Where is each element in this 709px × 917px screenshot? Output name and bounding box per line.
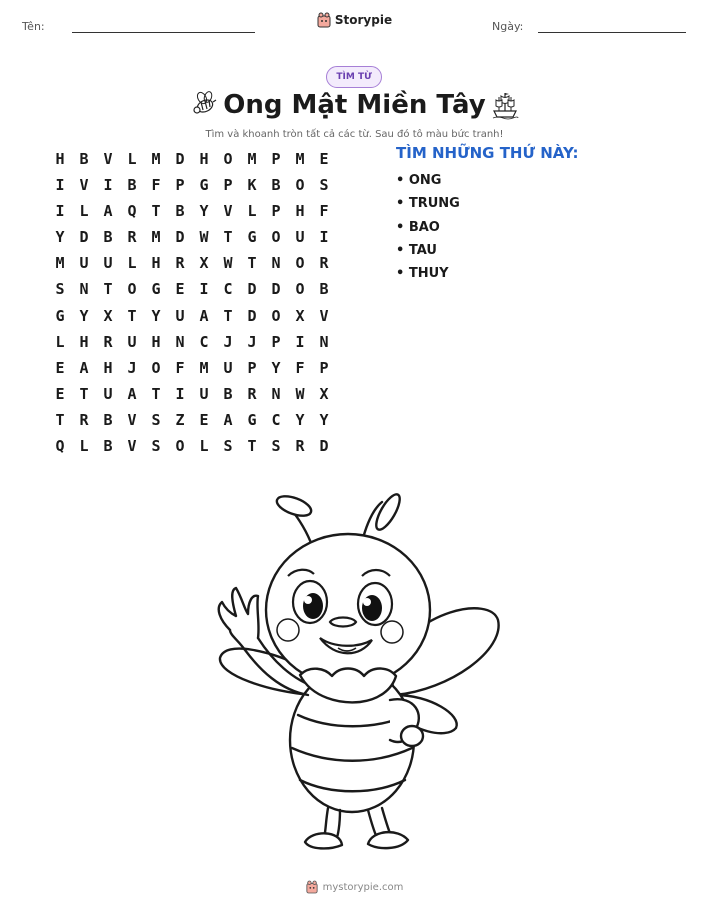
ship-icon: [490, 90, 520, 120]
grid-letter: D: [271, 280, 281, 299]
word-item: • THUY: [396, 266, 449, 282]
grid-letter: O: [295, 176, 305, 195]
grid-letter: I: [295, 332, 305, 351]
grid-letter: Y: [199, 202, 209, 221]
grid-letter: P: [223, 176, 233, 195]
word-list: [396, 171, 460, 287]
grid-letter: P: [247, 358, 257, 377]
grid-letter: X: [295, 306, 305, 325]
grid-letter: W: [295, 384, 305, 403]
grid-letter: G: [151, 280, 161, 299]
grid-letter: T: [79, 384, 89, 403]
grid-letter: R: [127, 228, 137, 247]
grid-letter: X: [199, 254, 209, 273]
grid-letter: E: [199, 410, 209, 429]
grid-letter: Y: [271, 358, 281, 377]
date-line: [538, 32, 686, 33]
grid-letter: C: [199, 332, 209, 351]
grid-letter: L: [79, 437, 89, 456]
grid-letter: A: [199, 306, 209, 325]
grid-letter: U: [295, 228, 305, 247]
grid-letter: R: [79, 410, 89, 429]
grid-letter: G: [199, 176, 209, 195]
grid-letter: F: [319, 202, 329, 221]
grid-letter: B: [271, 176, 281, 195]
grid-letter: U: [223, 358, 233, 377]
grid-letter: O: [175, 437, 185, 456]
grid-letter: I: [199, 280, 209, 299]
grid-letter: P: [271, 202, 281, 221]
grid-letter: B: [127, 176, 137, 195]
word-search-badge: TÌM TỪ: [326, 66, 382, 88]
grid-letter: R: [175, 254, 185, 273]
grid-letter: M: [247, 150, 257, 168]
grid-letter: T: [247, 437, 257, 456]
grid-letter: O: [271, 228, 281, 247]
grid-letter: D: [247, 280, 257, 299]
grid-letter: H: [55, 150, 65, 168]
grid-letter: A: [103, 202, 113, 221]
grid-letter: D: [175, 228, 185, 247]
grid-letter: Y: [55, 228, 65, 247]
grid-letter: O: [295, 280, 305, 299]
word-item: • BAO: [396, 219, 440, 235]
page-title: Ong Mật Miền Tây: [223, 90, 486, 120]
grid-letter: N: [175, 332, 185, 351]
word-item: • TRUNG: [396, 196, 460, 212]
grid-letter: L: [127, 254, 137, 273]
grid-letter: I: [55, 176, 65, 195]
grid-letter: L: [247, 202, 257, 221]
grid-letter: T: [103, 280, 113, 299]
grid-letter: G: [55, 306, 65, 325]
grid-letter: O: [223, 150, 233, 168]
storypie-logo: [306, 880, 318, 894]
grid-letter: E: [55, 358, 65, 377]
grid-letter: K: [247, 176, 257, 195]
grid-letter: E: [175, 280, 185, 299]
grid-letter: V: [223, 202, 233, 221]
grid-letter: T: [55, 410, 65, 429]
footer-url: mystorypie.com: [322, 881, 404, 893]
grid-letter: L: [199, 437, 209, 456]
word-list-title: TÌM NHỮNG THỨ NÀY:: [396, 144, 579, 162]
grid-letter: F: [295, 358, 305, 377]
grid-letter: H: [199, 150, 209, 168]
grid-letter: V: [319, 306, 329, 325]
grid-letter: M: [55, 254, 65, 273]
grid-letter: V: [127, 437, 137, 456]
grid-letter: L: [79, 202, 89, 221]
grid-letter: X: [103, 306, 113, 325]
grid-letter: S: [223, 437, 233, 456]
grid-letter: B: [103, 228, 113, 247]
grid-letter: L: [55, 332, 65, 351]
name-line: [72, 32, 255, 33]
grid-letter: R: [103, 332, 113, 351]
grid-letter: X: [319, 384, 329, 403]
storypie-logo: [317, 12, 331, 28]
grid-letter: P: [271, 150, 281, 168]
grid-letter: M: [295, 150, 305, 168]
grid-letter: N: [271, 254, 281, 273]
grid-letter: D: [247, 306, 257, 325]
grid-letter: B: [103, 437, 113, 456]
grid-letter: I: [55, 202, 65, 221]
grid-letter: H: [79, 332, 89, 351]
grid-letter: P: [175, 176, 185, 195]
grid-letter: M: [151, 150, 161, 168]
grid-letter: S: [319, 176, 329, 195]
brand-name: Storypie: [334, 13, 393, 27]
grid-letter: V: [103, 150, 113, 168]
grid-letter: O: [295, 254, 305, 273]
grid-letter: W: [199, 228, 209, 247]
grid-letter: V: [79, 176, 89, 195]
grid-letter: Y: [295, 410, 305, 429]
grid-letter: T: [223, 306, 233, 325]
grid-letter: C: [223, 280, 233, 299]
grid-letter: C: [271, 410, 281, 429]
grid-letter: H: [295, 202, 305, 221]
grid-letter: R: [295, 437, 305, 456]
grid-letter: D: [175, 150, 185, 168]
grid-letter: L: [127, 150, 137, 168]
grid-letter: N: [79, 280, 89, 299]
grid-letter: O: [127, 280, 137, 299]
grid-letter: A: [127, 384, 137, 403]
grid-letter: R: [319, 254, 329, 273]
grid-letter: E: [319, 150, 329, 168]
grid-letter: A: [223, 410, 233, 429]
grid-letter: H: [151, 332, 161, 351]
grid-letter: U: [79, 254, 89, 273]
grid-letter: J: [127, 358, 137, 377]
date-label: Ngày:: [492, 20, 524, 33]
grid-letter: B: [319, 280, 329, 299]
grid-letter: V: [127, 410, 137, 429]
grid-letter: N: [319, 332, 329, 351]
grid-letter: Y: [79, 306, 89, 325]
grid-letter: A: [79, 358, 89, 377]
grid-letter: U: [127, 332, 137, 351]
grid-letter: B: [103, 410, 113, 429]
grid-letter: O: [151, 358, 161, 377]
bee-coloring-illustration: [200, 490, 510, 860]
instructions: Tìm và khoanh tròn tất cả các từ. Sau đó tô màu bức tranh!: [205, 129, 504, 140]
grid-letter: U: [103, 254, 113, 273]
brand: [0, 12, 709, 28]
grid-letter: B: [223, 384, 233, 403]
grid-letter: I: [175, 384, 185, 403]
grid-letter: U: [103, 384, 113, 403]
grid-letter: T: [223, 228, 233, 247]
footer: [0, 880, 709, 894]
grid-letter: N: [271, 384, 281, 403]
grid-letter: R: [247, 384, 257, 403]
grid-letter: O: [271, 306, 281, 325]
grid-letter: Y: [319, 410, 329, 429]
grid-letter: P: [319, 358, 329, 377]
grid-letter: S: [151, 410, 161, 429]
grid-letter: G: [247, 410, 257, 429]
grid-letter: M: [151, 228, 161, 247]
grid-letter: G: [247, 228, 257, 247]
grid-letter: U: [199, 384, 209, 403]
word-search-grid: [48, 146, 336, 459]
grid-letter: W: [223, 254, 233, 273]
grid-letter: F: [151, 176, 161, 195]
grid-letter: H: [151, 254, 161, 273]
grid-letter: P: [271, 332, 281, 351]
grid-letter: B: [79, 150, 89, 168]
grid-letter: Z: [175, 410, 185, 429]
grid-letter: M: [199, 358, 209, 377]
grid-letter: J: [247, 332, 257, 351]
grid-letter: S: [55, 280, 65, 299]
word-item: • ONG: [396, 173, 442, 188]
grid-letter: F: [175, 358, 185, 377]
grid-letter: B: [175, 202, 185, 221]
grid-letter: D: [319, 437, 329, 456]
name-label: Tên:: [22, 20, 45, 33]
grid-letter: T: [151, 202, 161, 221]
grid-letter: T: [151, 384, 161, 403]
grid-letter: I: [319, 228, 329, 247]
grid-letter: D: [79, 228, 89, 247]
grid-letter: E: [55, 384, 65, 403]
word-item: • TAU: [396, 242, 437, 258]
grid-letter: S: [271, 437, 281, 456]
grid-letter: U: [175, 306, 185, 325]
grid-letter: H: [103, 358, 113, 377]
grid-letter: Q: [127, 202, 137, 221]
grid-letter: J: [223, 332, 233, 351]
grid-letter: I: [103, 176, 113, 195]
grid-letter: T: [247, 254, 257, 273]
grid-letter: S: [151, 437, 161, 456]
grid-letter: T: [127, 306, 137, 325]
grid-letter: Q: [55, 437, 65, 456]
grid-letter: Y: [151, 306, 161, 325]
